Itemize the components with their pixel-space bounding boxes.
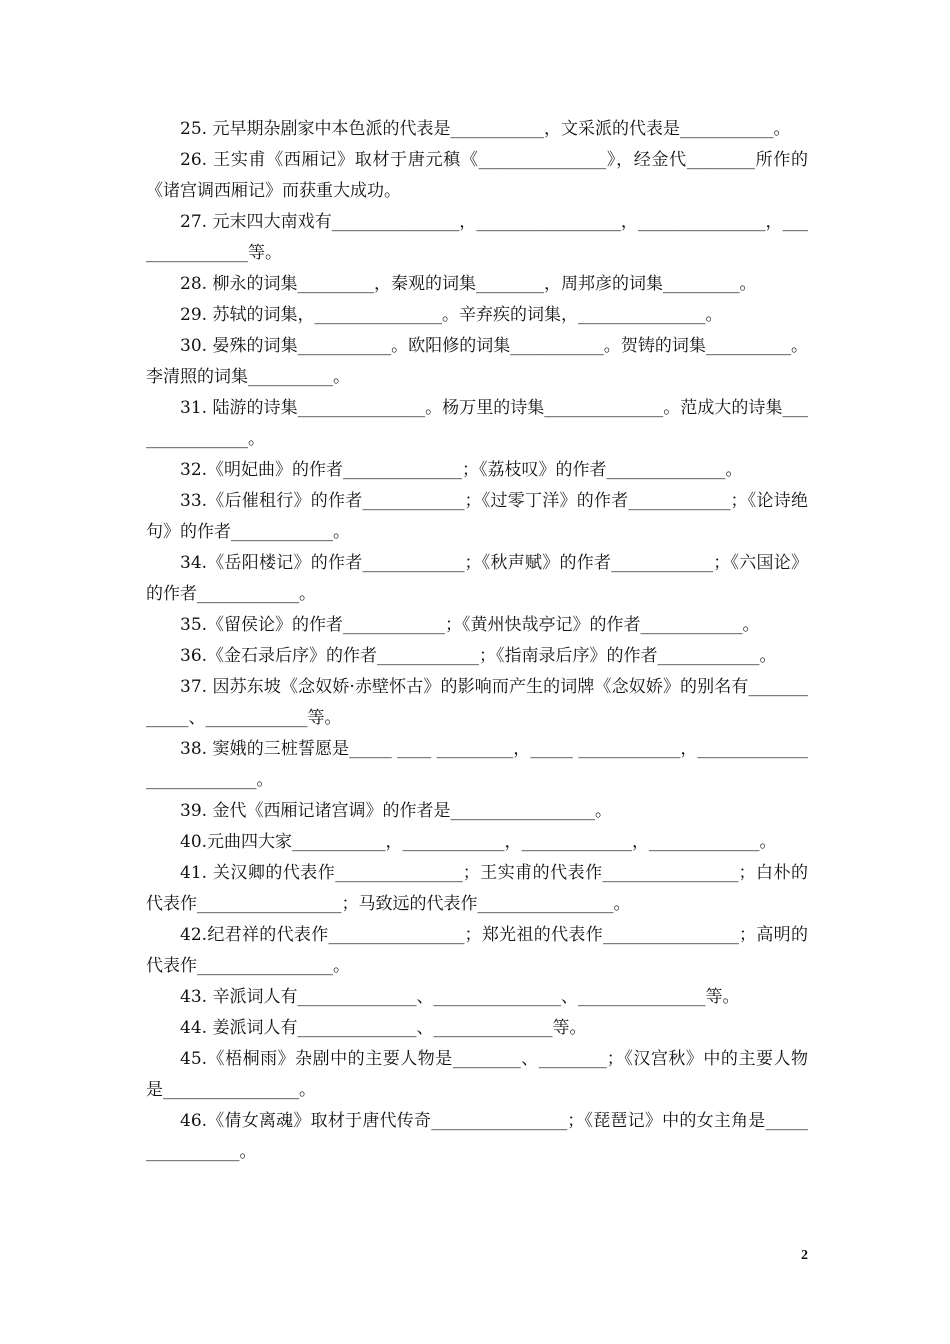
question-44: 44. 姜派词人有______________、______________等。 — [180, 1018, 587, 1038]
question-28: 28. 柳永的词集_________，秦观的词集________，周邦彦的词集_________。 — [180, 274, 757, 294]
question-42: 42.纪君祥的代表作________________；郑光祖的代表作________________；高明的代表作________________。 — [146, 925, 808, 976]
question-40: 40.元曲四大家___________，____________，_____________，_____________。 — [180, 832, 777, 852]
question-30: 30. 晏殊的词集___________。欧阳修的词集___________。贺铸的词集__________。李清照的词集__________。 — [146, 336, 808, 387]
question-31: 31. 陆游的诗集_______________。杨万里的诗集______________。范成大的诗集_______________。 — [146, 398, 808, 449]
question-29: 29. 苏轼的词集，_______________。辛弃疾的词集，_______________。 — [180, 305, 723, 325]
question-36: 36.《金石录后序》的作者____________；《指南录后序》的作者____________。 — [180, 646, 777, 666]
question-41: 41. 关汉卿的代表作_______________；王实甫的代表作________________；白朴的代表作_________________；马致远的代表作________________。 — [146, 863, 808, 914]
question-33: 33.《后催租行》的作者____________；《过零丁洋》的作者____________；《论诗绝句》的作者____________。 — [146, 491, 808, 542]
question-26: 26. 王实甫《西厢记》取材于唐元稹《_______________》，经金代________所作的《诸宫调西厢记》而获重大成功。 — [146, 150, 808, 201]
question-32: 32.《明妃曲》的作者______________；《荔枝叹》的作者______________。 — [180, 460, 743, 480]
question-38: 38. 窦娥的三桩誓愿是_____ ____ _________，_____ ____________，__________________________。 — [146, 739, 808, 790]
question-27: 27. 元末四大南戏有_______________，_________________，_______________，_______________等。 — [146, 212, 808, 263]
question-39: 39. 金代《西厢记诸宫调》的作者是_________________。 — [180, 801, 612, 821]
question-46: 46.《倩女离魂》取材于唐代传奇________________；《琵琶记》中的女主角是________________。 — [146, 1111, 808, 1162]
question-45: 45.《梧桐雨》杂剧中的主要人物是________、________；《汉宫秋》中的主要人物是________________。 — [146, 1049, 808, 1100]
question-37: 37. 因苏东坡《念奴娇·赤壁怀古》的影响而产生的词牌《念奴娇》的别名有____________、____________等。 — [146, 677, 808, 728]
question-list — [146, 114, 808, 1168]
question-34: 34.《岳阳楼记》的作者____________；《秋声赋》的作者____________；《六国论》的作者____________。 — [146, 553, 808, 604]
page-number: 2 — [801, 1248, 808, 1263]
question-25: 25. 元早期杂剧家中本色派的代表是___________，文采派的代表是___________。 — [180, 119, 791, 139]
question-43: 43. 辛派词人有______________、_______________、_______________等。 — [180, 987, 740, 1007]
question-35: 35.《留侯论》的作者____________；《黄州快哉亭记》的作者____________。 — [180, 615, 760, 635]
